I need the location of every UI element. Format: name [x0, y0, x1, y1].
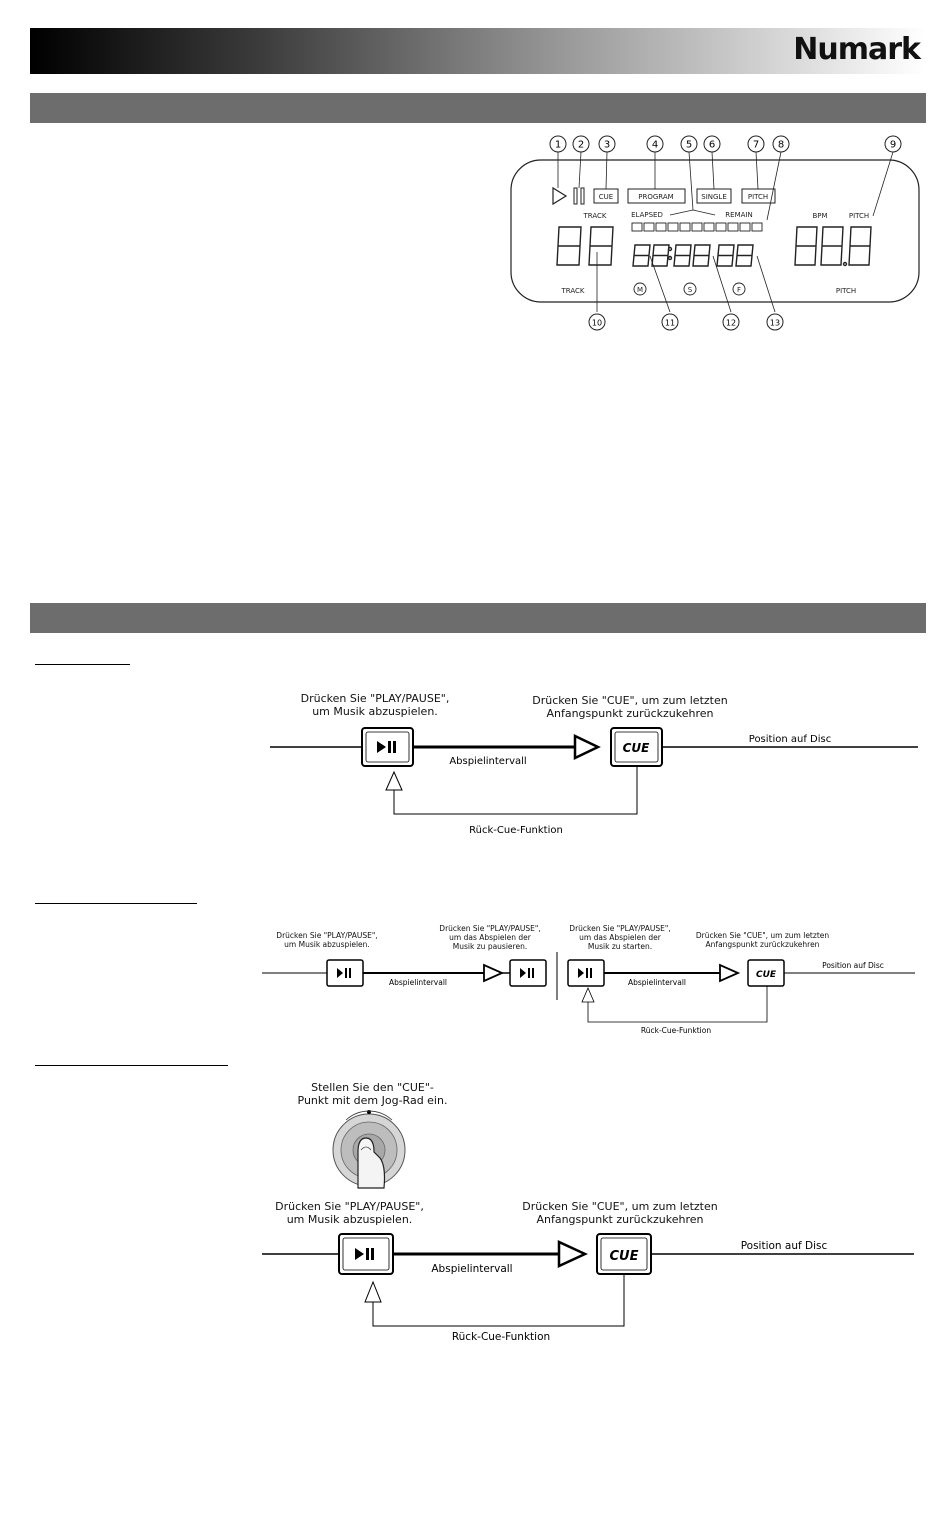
- progress-bar-segment: [752, 223, 762, 231]
- seven-segment-digit: [633, 245, 650, 266]
- d3-jog-caption: Stellen Sie den "CUE"- Punkt mit dem Jog-Rad ein.: [297, 1081, 448, 1107]
- seven-segment-digit: [557, 227, 581, 265]
- d1-play-pause-button: [362, 728, 413, 766]
- seven-segment-digit: [652, 245, 669, 266]
- callout-number-4: 4: [651, 139, 659, 151]
- progress-bar-segment: [740, 223, 750, 231]
- callout-number-9: 9: [889, 139, 897, 151]
- callout-number-10: 10: [591, 318, 603, 328]
- callout-number-6: 6: [708, 139, 716, 151]
- lcd-label-elapsed: ELAPSED: [631, 211, 663, 219]
- progress-bar-segment: [668, 223, 678, 231]
- d3-play-pause-button: [339, 1234, 393, 1274]
- pause-indicator-icon: [574, 188, 577, 204]
- lcd-indicator-m: M: [636, 286, 644, 294]
- d3-cue-caption: Drücken Sie "CUE", um zum letzten Anfangspunkt zurückzukehren: [522, 1200, 718, 1226]
- d3-position-label: Position auf Disc: [740, 1240, 828, 1252]
- d2-play-pause-button-1: [327, 960, 363, 986]
- d2-interval-left: Abspielintervall: [388, 978, 448, 987]
- d3-jog-cue-flow-diagram: [262, 1230, 917, 1350]
- lcd-indicator-s: S: [687, 286, 693, 294]
- d2-play-pause-button-3: [568, 960, 604, 986]
- d3-cue-button: [597, 1234, 651, 1274]
- d1-back-cue-label: Rück-Cue-Funktion: [469, 825, 563, 836]
- lcd-box-single: SINGLE: [701, 193, 727, 201]
- brand-logo: Numark: [793, 32, 920, 67]
- d2-caption-1: Drücken Sie "PLAY/PAUSE", um Musik abzuspielen.: [276, 931, 378, 949]
- d1-play-caption: Drücken Sie "PLAY/PAUSE", um Musik abzuspielen.: [300, 692, 450, 718]
- svg-text:CUE: CUE: [609, 1249, 639, 1264]
- lcd-label-pitch-bottom: PITCH: [835, 287, 857, 295]
- d1-cue-caption: Drücken Sie "CUE", um zum letzten Anfangspunkt zurückzukehren: [532, 694, 728, 720]
- subheading-rule-3: [35, 1065, 228, 1066]
- lcd-label-track-bottom: TRACK: [561, 287, 585, 295]
- d1-position-label: Position auf Disc: [748, 734, 832, 745]
- seven-segment-digit: [821, 227, 843, 265]
- svg-text:CUE: CUE: [622, 741, 650, 755]
- progress-bar-segment: [704, 223, 714, 231]
- jog-wheel-illustration: [328, 1108, 410, 1190]
- seven-segment-digit: [795, 227, 817, 265]
- d2-caption-2: Drücken Sie "PLAY/PAUSE", um das Abspielen der Musik zu pausieren.: [439, 924, 541, 951]
- section-bar-cue: [30, 603, 926, 633]
- progress-bar-segment: [656, 223, 666, 231]
- lcd-label-bpm: BPM: [812, 212, 828, 220]
- d2-caption-4: Drücken Sie "CUE", um zum letzten Anfangspunkt zurückzukehren: [695, 931, 830, 949]
- lcd-outline: [511, 160, 919, 302]
- subheading-rule-2: [35, 903, 197, 904]
- lcd-box-program: PROGRAM: [638, 193, 674, 201]
- d3-play-caption: Drücken Sie "PLAY/PAUSE", um Musik abzuspielen.: [275, 1200, 424, 1226]
- d2-position-label: Position auf Disc: [822, 961, 884, 970]
- lcd-label-pitch-top: PITCH: [848, 212, 870, 220]
- lcd-box-pitch: PITCH: [747, 193, 769, 201]
- d2-play-pause-button-2: [510, 960, 546, 986]
- progress-bar-segment: [692, 223, 702, 231]
- d2-back-cue-label: Rück-Cue-Funktion: [640, 1026, 712, 1035]
- seven-segment-digit: [849, 227, 871, 265]
- colon-dot: [669, 248, 672, 251]
- subheading-rule-1: [35, 664, 130, 665]
- callout-number-1: 1: [554, 139, 562, 151]
- callout-number-3: 3: [603, 139, 611, 151]
- colon-dot: [844, 263, 847, 266]
- d2-cue-button: [748, 960, 784, 986]
- d1-cue-button: [611, 728, 662, 766]
- d2-caption-3: Drücken Sie "PLAY/PAUSE", um das Abspielen der Musik zu starten.: [569, 924, 671, 951]
- d1-interval-label: Abspielintervall: [449, 756, 527, 767]
- seven-segment-digit: [674, 245, 691, 266]
- progress-bar-segment: [716, 223, 726, 231]
- section-bar-display: [30, 93, 926, 123]
- d3-back-cue-label: Rück-Cue-Funktion: [451, 1331, 551, 1343]
- d2-pause-flow-diagram: [262, 952, 917, 1042]
- header-gradient-bar: [30, 28, 926, 74]
- seven-segment-digit: [589, 227, 613, 265]
- progress-bar-segment: [680, 223, 690, 231]
- lcd-indicator-f: F: [736, 286, 742, 294]
- svg-text:CUE: CUE: [755, 970, 777, 980]
- callout-number-11: 11: [664, 318, 676, 328]
- lcd-label-track-top: TRACK: [583, 212, 607, 220]
- d2-interval-right: Abspielintervall: [627, 978, 687, 987]
- callout-number-8: 8: [777, 139, 785, 151]
- lcd-display-diagram: [505, 130, 925, 340]
- seven-segment-digit: [717, 245, 734, 266]
- d1-cue-flow-diagram: [270, 722, 920, 842]
- colon-dot: [669, 257, 672, 260]
- progress-bar-segment: [644, 223, 654, 231]
- callout-number-7: 7: [752, 139, 760, 151]
- callout-number-2: 2: [577, 139, 585, 151]
- progress-bar-segment: [728, 223, 738, 231]
- lcd-label-remain: REMAIN: [725, 211, 753, 219]
- seven-segment-digit: [736, 245, 753, 266]
- callout-number-13: 13: [769, 318, 781, 328]
- callout-number-5: 5: [685, 139, 693, 151]
- progress-bar-segment: [632, 223, 642, 231]
- lcd-box-cue: CUE: [598, 193, 614, 201]
- play-indicator-icon: [553, 188, 566, 204]
- d3-interval-label: Abspielintervall: [431, 1263, 513, 1275]
- seven-segment-digit: [693, 245, 710, 266]
- callout-number-12: 12: [725, 318, 737, 328]
